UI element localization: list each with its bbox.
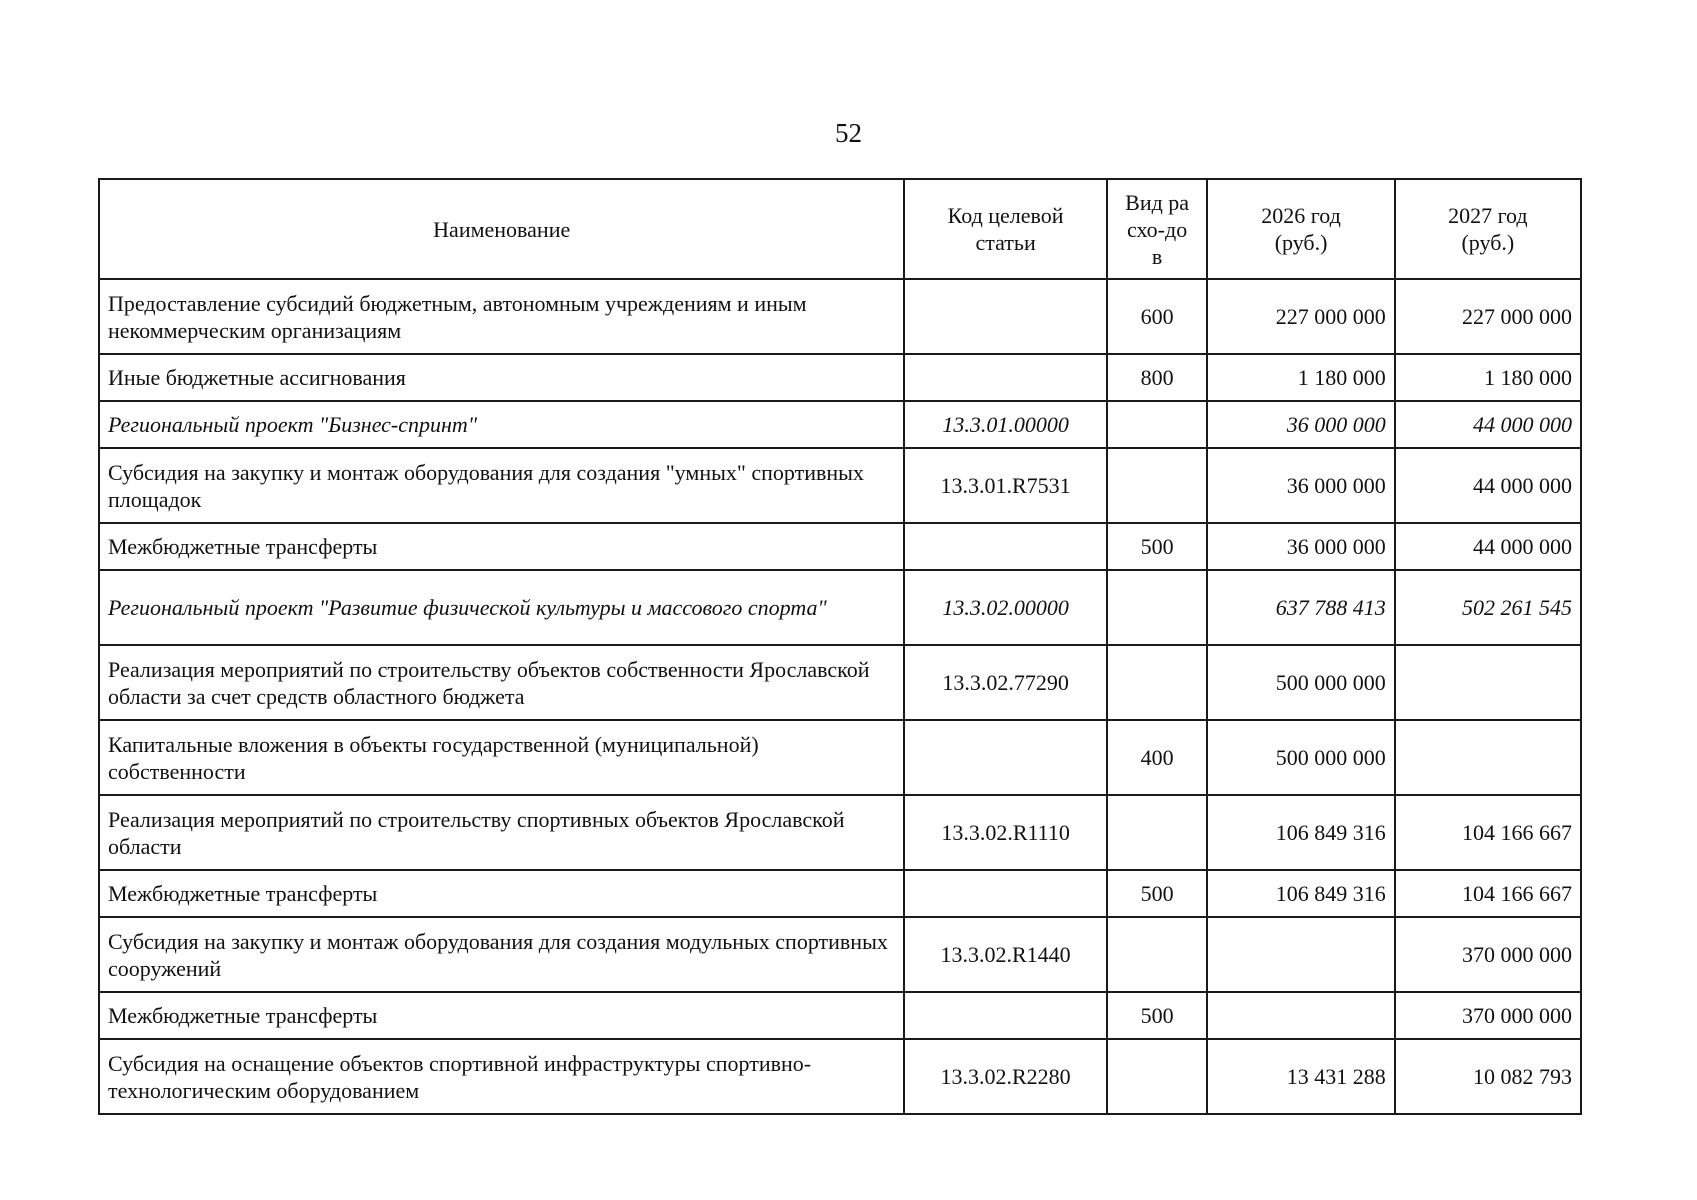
row-code bbox=[904, 523, 1106, 570]
row-2026: 500 000 000 bbox=[1207, 720, 1394, 795]
row-name: Капитальные вложения в объекты государственной (муниципальной) собственности bbox=[99, 720, 904, 795]
row-code: 13.3.01.00000 bbox=[904, 401, 1106, 448]
row-type: 600 bbox=[1107, 279, 1208, 354]
row-name: Субсидия на оснащение объектов спортивной инфраструктуры спортивно-технологическим оборудованием bbox=[99, 1039, 904, 1114]
header-2026 bbox=[1207, 179, 1394, 279]
row-2027: 104 166 667 bbox=[1395, 795, 1581, 870]
row-2026 bbox=[1207, 917, 1394, 992]
row-type bbox=[1107, 570, 1208, 645]
row-type bbox=[1107, 1039, 1208, 1114]
row-name: Иные бюджетные ассигнования bbox=[99, 354, 904, 401]
row-2026: 13 431 288 bbox=[1207, 1039, 1394, 1114]
header-type-text: Вид расхо-дов bbox=[1125, 189, 1190, 269]
header-2027 bbox=[1395, 179, 1581, 279]
row-2026: 36 000 000 bbox=[1207, 448, 1394, 523]
row-name: Субсидия на закупку и монтаж оборудования для создания "умных" спортивных площадок bbox=[99, 448, 904, 523]
table-row bbox=[99, 523, 1581, 570]
table-row bbox=[99, 720, 1581, 795]
header-type bbox=[1107, 179, 1208, 279]
row-2027 bbox=[1395, 720, 1581, 795]
header-name: Наименование bbox=[99, 179, 904, 279]
row-2026: 500 000 000 bbox=[1207, 645, 1394, 720]
row-2027: 370 000 000 bbox=[1395, 992, 1581, 1039]
row-type bbox=[1107, 645, 1208, 720]
row-2027: 104 166 667 bbox=[1395, 870, 1581, 917]
row-2026: 36 000 000 bbox=[1207, 401, 1394, 448]
row-2026 bbox=[1207, 992, 1394, 1039]
row-code: 13.3.02.00000 bbox=[904, 570, 1106, 645]
row-2026: 227 000 000 bbox=[1207, 279, 1394, 354]
row-name: Региональный проект "Развитие физической культуры и массового спорта" bbox=[99, 570, 904, 645]
row-type bbox=[1107, 448, 1208, 523]
row-code: 13.3.01.R7531 bbox=[904, 448, 1106, 523]
row-2026: 106 849 316 bbox=[1207, 870, 1394, 917]
budget-table bbox=[98, 178, 1582, 1115]
row-code bbox=[904, 279, 1106, 354]
row-type bbox=[1107, 917, 1208, 992]
row-2026: 1 180 000 bbox=[1207, 354, 1394, 401]
row-code: 13.3.02.R1440 bbox=[904, 917, 1106, 992]
row-type: 800 bbox=[1107, 354, 1208, 401]
row-name: Субсидия на закупку и монтаж оборудования для создания модульных спортивных сооружений bbox=[99, 917, 904, 992]
row-2027: 44 000 000 bbox=[1395, 523, 1581, 570]
table-row bbox=[99, 401, 1581, 448]
row-name: Реализация мероприятий по строительству объектов собственности Ярославской области за счет средств областного бюджета bbox=[99, 645, 904, 720]
row-2027: 370 000 000 bbox=[1395, 917, 1581, 992]
row-type bbox=[1107, 401, 1208, 448]
page-number: 52 bbox=[835, 118, 862, 148]
row-code: 13.3.02.77290 bbox=[904, 645, 1106, 720]
row-code bbox=[904, 354, 1106, 401]
row-2027: 1 180 000 bbox=[1395, 354, 1581, 401]
row-2027: 10 082 793 bbox=[1395, 1039, 1581, 1114]
table-row bbox=[99, 992, 1581, 1039]
row-2026: 637 788 413 bbox=[1207, 570, 1394, 645]
row-2027 bbox=[1395, 645, 1581, 720]
table-row bbox=[99, 354, 1581, 401]
row-name: Межбюджетные трансферты bbox=[99, 870, 904, 917]
table-row bbox=[99, 645, 1581, 720]
header-2027-text: 2027 год (руб.) bbox=[1448, 203, 1528, 255]
row-type: 500 bbox=[1107, 523, 1208, 570]
header-2026-text: 2026 год (руб.) bbox=[1261, 203, 1341, 255]
header-code bbox=[904, 179, 1106, 279]
row-name: Реализация мероприятий по строительству спортивных объектов Ярославской области bbox=[99, 795, 904, 870]
row-name: Межбюджетные трансферты bbox=[99, 523, 904, 570]
table-row bbox=[99, 795, 1581, 870]
row-type: 500 bbox=[1107, 870, 1208, 917]
row-code: 13.3.02.R1110 bbox=[904, 795, 1106, 870]
row-code bbox=[904, 992, 1106, 1039]
table-row bbox=[99, 570, 1581, 645]
row-2027: 44 000 000 bbox=[1395, 401, 1581, 448]
row-type: 500 bbox=[1107, 992, 1208, 1039]
table-row bbox=[99, 870, 1581, 917]
row-code: 13.3.02.R2280 bbox=[904, 1039, 1106, 1114]
row-2026: 106 849 316 bbox=[1207, 795, 1394, 870]
table-row bbox=[99, 448, 1581, 523]
row-type bbox=[1107, 795, 1208, 870]
header-code-text: Код целевой статьи bbox=[947, 203, 1064, 255]
row-2027: 227 000 000 bbox=[1395, 279, 1581, 354]
row-name: Региональный проект "Бизнес-спринт" bbox=[99, 401, 904, 448]
table-row bbox=[99, 917, 1581, 992]
row-2027: 502 261 545 bbox=[1395, 570, 1581, 645]
row-2027: 44 000 000 bbox=[1395, 448, 1581, 523]
row-name: Межбюджетные трансферты bbox=[99, 992, 904, 1039]
row-code bbox=[904, 720, 1106, 795]
row-name: Предоставление субсидий бюджетным, автономным учреждениям и иным некоммерческим организациям bbox=[99, 279, 904, 354]
table-row bbox=[99, 279, 1581, 354]
row-2026: 36 000 000 bbox=[1207, 523, 1394, 570]
row-code bbox=[904, 870, 1106, 917]
table-row bbox=[99, 1039, 1581, 1114]
row-type: 400 bbox=[1107, 720, 1208, 795]
table-header-row bbox=[99, 179, 1581, 279]
